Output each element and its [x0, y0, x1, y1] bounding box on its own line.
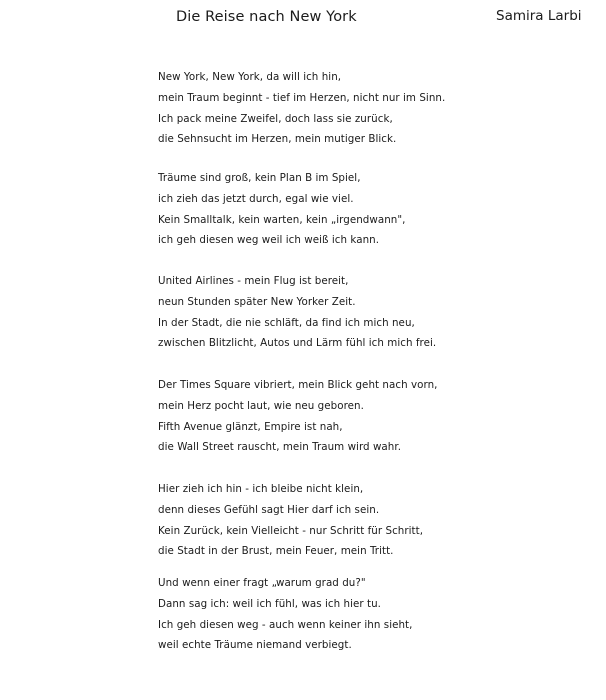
poem-line: Kein Smalltalk, kein warten, kein „irgendwann", — [158, 213, 406, 226]
poem-line: Träume sind groß, kein Plan B im Spiel, — [158, 172, 361, 184]
poem-line: neun Stunden später New Yorker Zeit. — [158, 295, 356, 308]
stanza-3 — [158, 271, 436, 354]
author-name: Samira Larbi — [496, 8, 582, 24]
poem-line: die Wall Street rauscht, mein Traum wird wahr. — [158, 441, 402, 454]
poem-line: United Airlines - mein Flug ist bereit, — [158, 275, 349, 287]
poem-title: Die Reise nach New York — [176, 9, 357, 25]
poem-line: weil echte Träume niemand verbiegt. — [158, 639, 352, 652]
poem-line: Hier zieh ich hin - ich bleibe nicht klein, — [158, 483, 364, 495]
poem-line: Ich geh diesen weg - auch wenn keiner ihn sieht, — [158, 618, 413, 631]
stanza-2 — [158, 168, 405, 251]
poem-line: Kein Zurück, kein Vielleicht - nur Schritt für Schritt, — [158, 524, 424, 537]
poem-line: mein Herz pocht laut, wie neu geboren. — [158, 399, 364, 412]
poem-line: Und wenn einer fragt „warum grad du?" — [158, 577, 366, 589]
poem-line: Der Times Square vibriert, mein Blick geht nach vorn, — [158, 379, 438, 391]
poem-line: die Stadt in der Brust, mein Feuer, mein Tritt. — [158, 545, 394, 558]
poem-line: mein Traum beginnt - tief im Herzen, nicht nur im Sinn. — [158, 91, 446, 104]
poem-line: New York, New York, da will ich hin, — [158, 71, 342, 83]
poem-line: ich geh diesen weg weil ich weiß ich kann. — [158, 234, 380, 247]
poem-line: die Sehnsucht im Herzen, mein mutiger Blick. — [158, 133, 397, 146]
poem-line: In der Stadt, die nie schläft, da find ich mich neu, — [158, 316, 415, 329]
stanza-6 — [158, 573, 412, 656]
poem-line: denn dieses Gefühl sagt Hier darf ich sein. — [158, 503, 380, 516]
poem-line: ich zieh das jetzt durch, egal wie viel. — [158, 192, 354, 205]
poem-line: zwischen Blitzlicht, Autos und Lärm fühl ich mich frei. — [158, 337, 437, 350]
poem-line: Fifth Avenue glänzt, Empire ist nah, — [158, 420, 343, 433]
poem-line: Dann sag ich: weil ich fühl, was ich hier tu. — [158, 597, 381, 610]
stanza-4 — [158, 375, 437, 458]
stanza-5 — [158, 479, 423, 562]
stanza-1 — [158, 67, 445, 150]
poem-line: Ich pack meine Zweifel, doch lass sie zurück, — [158, 112, 393, 125]
